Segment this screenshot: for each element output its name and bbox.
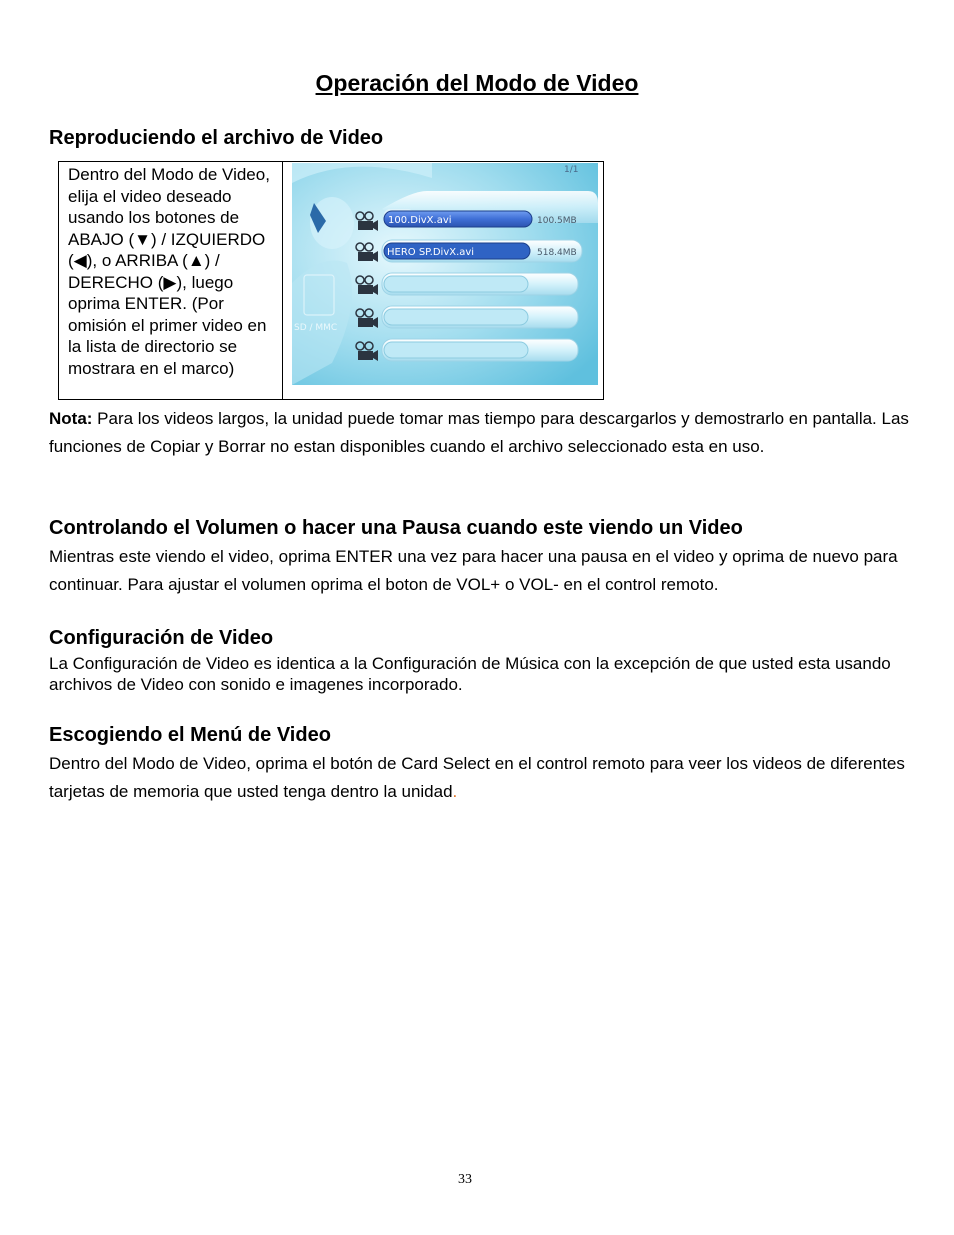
section-heading-video-menu: Escogiendo el Menú de Video [49, 724, 331, 746]
file-size: 518.4MB [537, 248, 577, 258]
note-text: Para los videos largos, la unidad puede tomar mas tiempo para descargarlos y demostrarlo en pantalla. Las funciones de Copiar y Borrar no estan disponibles cuando el archivo seleccionado esta en uso. [49, 409, 909, 456]
video-settings-paragraph: La Configuración de Video es identica a la Configuración de Música con la excepción de que usted esta usando archivos de Video con sonido e imagenes incorporado. [49, 654, 891, 694]
file-row[interactable] [356, 240, 582, 262]
video-menu-text: Dentro del Modo de Video, oprima el botón de Card Select en el control remoto para veer los videos de diferentes tarjetas de memoria que usted tenga dentro la unidad [49, 754, 905, 801]
video-menu-paragraph [49, 750, 909, 806]
file-name: 100.DivX.avi [388, 215, 452, 226]
trailing-period: . [452, 782, 458, 801]
page-number: 33 [458, 1172, 472, 1187]
video-mode-screen-graphic [292, 163, 598, 385]
section-heading-video-settings: Configuración de Video [49, 627, 274, 649]
right-arrow-icon: ▶ [163, 272, 177, 292]
file-row[interactable] [356, 306, 578, 328]
left-arrow-icon: ◀ [73, 251, 87, 270]
intro-table [58, 161, 604, 400]
card-label: SD / MMC [294, 323, 338, 333]
intro-text-part: ), o ARRIBA ( [86, 251, 188, 270]
page-title: Operación del Modo de Video [315, 70, 639, 96]
file-size: 100.5MB [537, 216, 577, 226]
intro-text-part: ), luego oprima ENTER. (Por omisión el primer video en la lista de directorio se mostrara en el marco) [68, 272, 267, 378]
note-label: Nota: [49, 409, 93, 428]
intro-instructions [59, 162, 283, 399]
file-row[interactable] [356, 273, 578, 295]
up-arrow-icon: ▲ [187, 251, 205, 270]
section-heading-playing-video: Reproduciendo el archivo de Video [49, 127, 384, 149]
file-name: HERO SP.DivX.avi [387, 247, 475, 258]
file-row[interactable] [356, 339, 578, 361]
video-mode-screenshot [292, 163, 598, 385]
intro-text-part: ) / DERECHO ( [68, 251, 220, 292]
page-indicator: 1/1 [564, 165, 579, 175]
intro-text-part: ) / IZQUIERDO ( [68, 229, 266, 270]
intro-text-part: Dentro del Modo de Video, elija el video deseado usando los botones de ABAJO ( [68, 165, 270, 249]
section-heading-volume-pause: Controlando el Volumen o hacer una Pausa cuando este viendo un Video [49, 517, 743, 539]
volume-pause-paragraph: Mientras este viendo el video, oprima ENTER una vez para hacer una pausa en el video y oprima de nuevo para continuar. Para ajustar el volumen oprima el boton de VOL+ o VOL- en el control remoto. [49, 547, 898, 594]
note-paragraph [49, 405, 909, 461]
down-arrow-icon: ▼ [134, 229, 151, 249]
